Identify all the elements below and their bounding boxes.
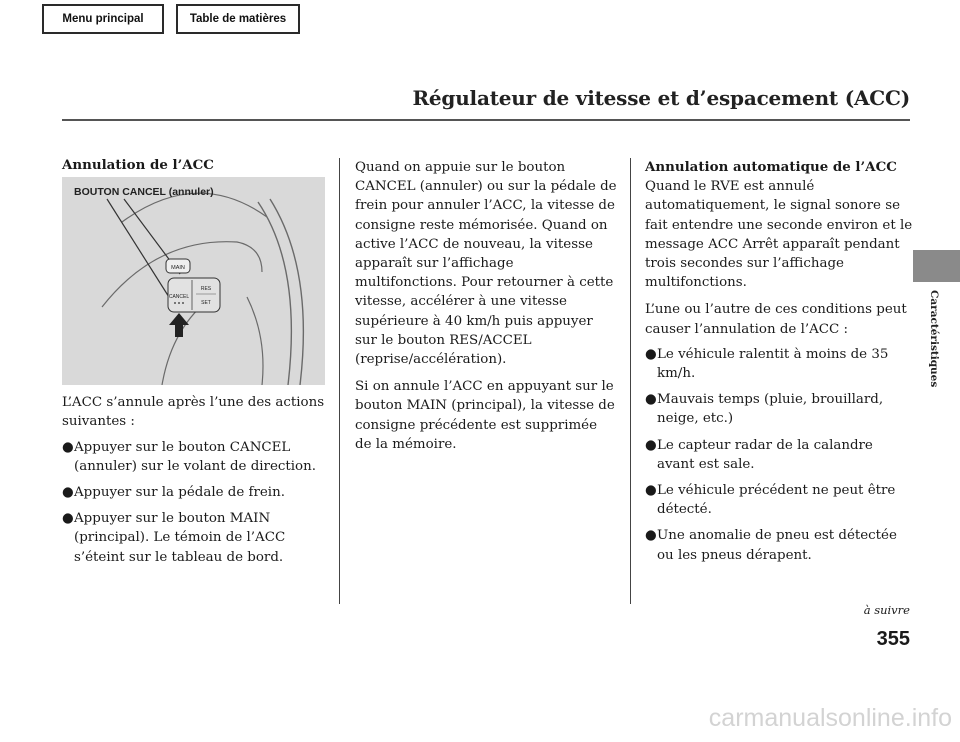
auto-cancel-text: Quand le RVE est annulé automatiquement, le signal sonore se fait entendre une seconde environ et le message ACC Arrêt apparaît pendant trois secondes sur l’affichage multifonctions. — [645, 179, 913, 291]
list-item: ● Le véhicule précédent ne peut être détecté. — [645, 483, 896, 518]
table-of-contents-button[interactable]: Table de matières — [176, 4, 300, 34]
figure-callout-label: BOUTON CANCEL (annuler) — [74, 186, 214, 199]
header-rule — [62, 119, 910, 121]
list-item: ● Une anomalie de pneu est détectée ou les pneus dérapent. — [645, 528, 897, 563]
column-divider — [630, 158, 631, 604]
bullet-icon: ● — [62, 511, 74, 527]
main-cancel-text: Si on annule l’ACC en appuyant sur le bouton MAIN (principal), la vitesse de consigne précédente est supprimée de la mémoire. — [355, 379, 615, 452]
set-speed-memory-text: Quand on appuie sur le bouton CANCEL (annuler) ou sur la pédale de frein pour annuler l’ACC, la vitesse de consigne reste mémorisée. Quand on active l’ACC de nouveau, la vitesse apparaît sur l’affichage multifonctions. Pour retourner à cette vitesse, accélérer à une vitesse supérieure à 40 km/h puis appuyer sur le bouton RES/ACCEL (reprise/accélération). — [355, 160, 617, 368]
cancel-intro-text: L’ACC s’annule après l’une des actions suivantes : — [62, 395, 325, 430]
res-button-label: RES — [200, 286, 212, 293]
conditions-intro-text: L’une ou l’autre de ces conditions peut causer l’annulation de l’ACC : — [645, 302, 907, 337]
list-item: ● Appuyer sur la pédale de frein. — [62, 483, 327, 502]
main-button-label: MAIN — [171, 265, 185, 272]
steering-wheel-figure — [62, 177, 325, 385]
bullet-icon: ● — [645, 528, 657, 544]
column-1 — [62, 156, 327, 574]
list-item: ● Appuyer sur le bouton MAIN (principal). Le témoin de l’ACC s’éteint sur le tableau de bord. — [62, 511, 286, 565]
up-arrow-icon — [169, 313, 189, 337]
section-tab-marker — [913, 250, 960, 282]
cancel-actions-list — [62, 438, 327, 567]
section-heading-auto-cancel: Annulation automatique de l’ACC — [645, 159, 897, 175]
watermark: carmanualsonline.info — [708, 704, 952, 732]
list-item: ● Le véhicule ralentit à moins de 35 km/h. — [645, 346, 889, 382]
steering-wheel-illustration — [62, 177, 325, 385]
continued-note: à suivre — [863, 603, 910, 617]
bullet-icon: ● — [645, 392, 657, 408]
bullet-icon: ● — [645, 437, 657, 453]
list-item: ● Mauvais temps (pluie, brouillard, neige, etc.) — [645, 392, 884, 427]
bullet-icon: ● — [62, 485, 74, 501]
bullet-icon: ● — [62, 439, 74, 455]
main-menu-button[interactable]: Menu principal — [42, 4, 164, 34]
column-divider — [339, 158, 340, 604]
bullet-icon: ● — [645, 483, 657, 499]
list-item: ● Appuyer sur le bouton CANCEL (annuler) sur le volant de direction. — [62, 439, 316, 474]
column-2 — [355, 158, 617, 454]
page-title: Régulateur de vitesse et d’espacement (ACC) — [412, 86, 910, 110]
column-3 — [645, 158, 913, 572]
set-button-label: SET — [201, 300, 211, 307]
section-tab-label: Caractéristiques — [928, 290, 940, 388]
section-heading-cancel: Annulation de l’ACC — [62, 157, 214, 173]
bullet-icon: ● — [645, 346, 657, 362]
conditions-list — [645, 345, 913, 565]
list-item: ● Le capteur radar de la calandre avant est sale. — [645, 437, 873, 472]
cancel-button-label: CANCEL — [168, 294, 190, 301]
page-number: 355 — [876, 628, 910, 650]
